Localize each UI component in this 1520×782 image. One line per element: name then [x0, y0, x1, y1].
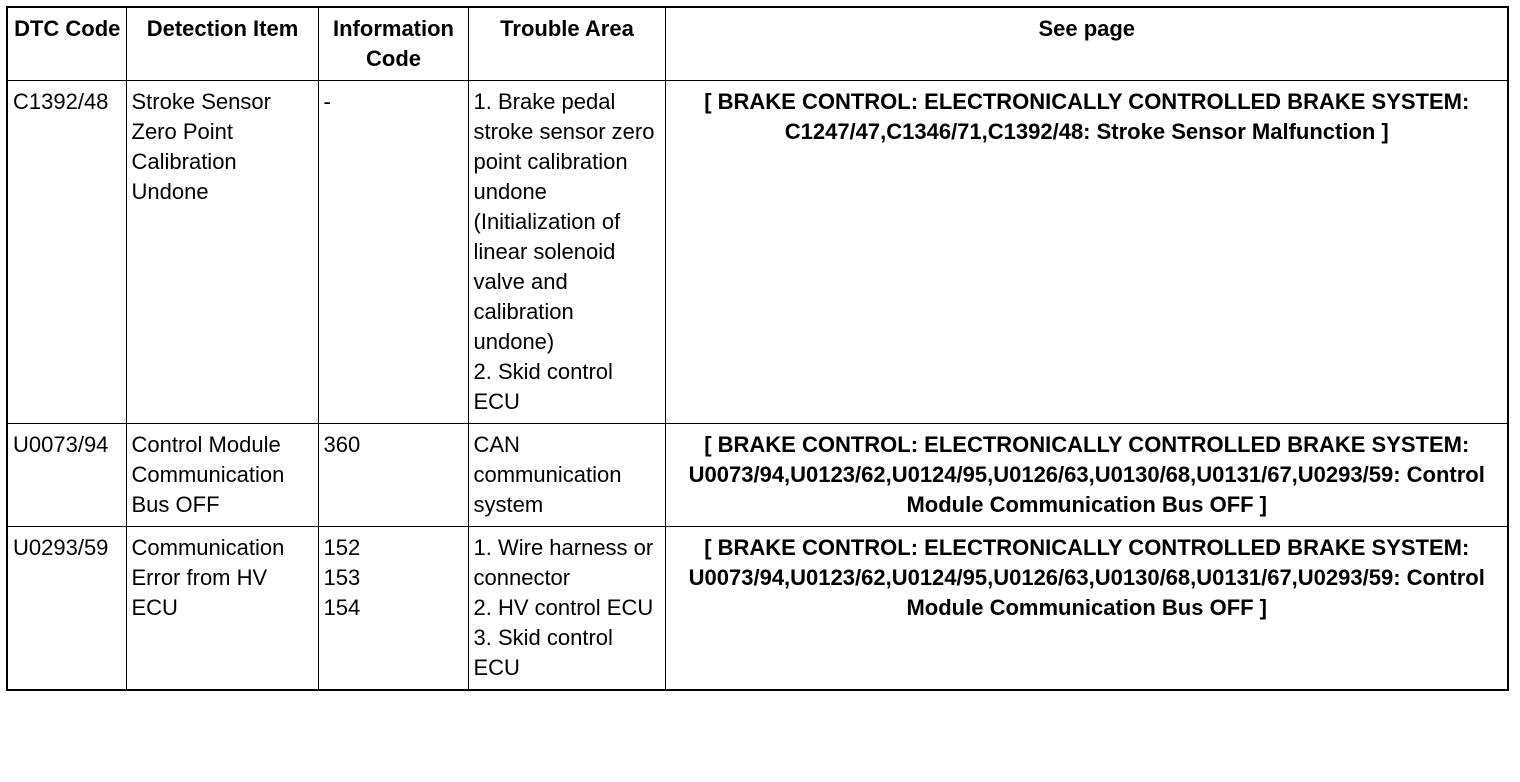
information-code-cell	[318, 81, 468, 424]
trouble-area-cell	[468, 527, 665, 691]
information-code-line: 360	[323, 432, 361, 457]
trouble-area-line: 1. Brake pedal stroke sensor zero point calibration undone (Initialization of linear solenoid valve and calibration undone)	[473, 89, 655, 354]
trouble-area-cell	[468, 81, 665, 424]
trouble-area-line: 2. Skid control ECU	[473, 359, 613, 414]
header-row	[7, 7, 1508, 81]
trouble-area-line: CAN communication system	[473, 432, 622, 517]
see-page-link[interactable]: [ BRAKE CONTROL: ELECTRONICALLY CONTROLLED BRAKE SYSTEM: U0073/94,U0123/62,U0124/95,U0126/63,U0130/68,U0131/67,U0293/59: Control Module Communication Bus OFF ]	[665, 527, 1508, 691]
header-trouble-area: Trouble Area	[468, 7, 665, 81]
table-row	[7, 424, 1508, 527]
trouble-area-line: 2. HV control ECU	[473, 595, 654, 620]
information-code-line: 153	[323, 565, 361, 590]
dtc-code-cell: C1392/48	[7, 81, 126, 424]
dtc-code-cell: U0293/59	[7, 527, 126, 691]
header-dtc-code: DTC Code	[7, 7, 126, 81]
table-row	[7, 81, 1508, 424]
detection-item-cell: Stroke Sensor Zero Point Calibration Undone	[126, 81, 318, 424]
trouble-area-line: 3. Skid control ECU	[473, 625, 613, 680]
information-code-cell	[318, 527, 468, 691]
trouble-area-line: 1. Wire harness or connector	[473, 535, 654, 590]
see-page-link[interactable]: [ BRAKE CONTROL: ELECTRONICALLY CONTROLLED BRAKE SYSTEM: U0073/94,U0123/62,U0124/95,U0126/63,U0130/68,U0131/67,U0293/59: Control Module Communication Bus OFF ]	[665, 424, 1508, 527]
information-code-cell	[318, 424, 468, 527]
header-detection-item: Detection Item	[126, 7, 318, 81]
information-code-line: 152	[323, 535, 361, 560]
dtc-table	[6, 6, 1509, 691]
header-see-page: See page	[665, 7, 1508, 81]
detection-item-cell: Communication Error from HV ECU	[126, 527, 318, 691]
dtc-code-cell: U0073/94	[7, 424, 126, 527]
information-code-line: -	[323, 89, 331, 114]
header-information-code: Information Code	[318, 7, 468, 81]
see-page-link[interactable]: [ BRAKE CONTROL: ELECTRONICALLY CONTROLLED BRAKE SYSTEM: C1247/47,C1346/71,C1392/48: Stroke Sensor Malfunction ]	[665, 81, 1508, 424]
detection-item-cell: Control Module Communication Bus OFF	[126, 424, 318, 527]
information-code-line: 154	[323, 595, 361, 620]
trouble-area-cell	[468, 424, 665, 527]
table-row	[7, 527, 1508, 691]
